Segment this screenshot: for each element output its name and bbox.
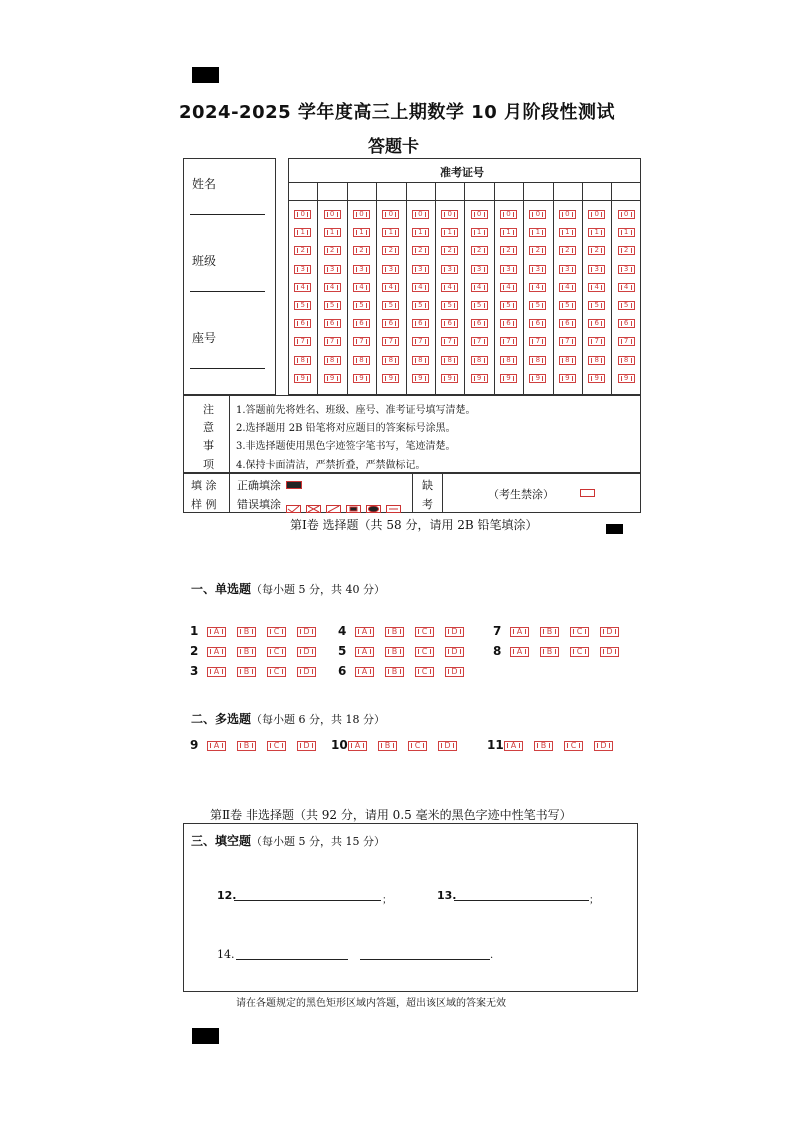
exam-id-digit-bubble[interactable]: 9: [500, 374, 517, 383]
exam-id-digit-bubble[interactable]: 0: [294, 210, 311, 219]
exam-id-digit-bubble[interactable]: 7: [353, 337, 370, 346]
note-item: 2.选择题用 2B 铅笔将对应题目的答案标号涂黑。: [236, 423, 456, 434]
note-item: 1.答题前先将姓名、班级、座号、准考证号填写清楚。: [236, 405, 476, 416]
answer-option-bubble[interactable]: A: [207, 647, 226, 657]
fill-blank-heading: 三、填空题（每小题 5 分，共 15 分）: [191, 834, 385, 848]
exam-id-digit-bubble[interactable]: 1: [412, 228, 429, 237]
student-info-box: [183, 158, 276, 395]
exam-id-label: 准考证号: [440, 166, 484, 179]
answer-option-bubble[interactable]: C: [267, 627, 286, 637]
answer-option-bubble[interactable]: C: [570, 647, 589, 657]
exam-id-digit-bubble[interactable]: 2: [324, 246, 341, 255]
exam-id-digit-bubble[interactable]: 0: [471, 210, 488, 219]
exam-id-digit-bubble[interactable]: 9: [618, 374, 635, 383]
exam-id-digit-bubble[interactable]: 2: [353, 246, 370, 255]
exam-id-digit-bubble[interactable]: 4: [324, 283, 341, 292]
exam-id-write-cell[interactable]: [289, 183, 316, 199]
exam-id-digit-bubble[interactable]: 2: [294, 246, 311, 255]
answer-option-bubble[interactable]: C: [267, 667, 286, 677]
answer-option-bubble[interactable]: B: [237, 667, 256, 677]
answer-option-bubble[interactable]: A: [348, 741, 367, 751]
question-number: 5: [338, 644, 347, 658]
answer-option-bubble[interactable]: C: [267, 741, 286, 751]
exam-id-write-cell[interactable]: [612, 183, 639, 199]
exam-id-digit-bubble[interactable]: 6: [324, 319, 341, 328]
answer-option-bubble[interactable]: B: [385, 667, 404, 677]
exam-id-digit-bubble[interactable]: 2: [382, 246, 399, 255]
exam-id-write-cell[interactable]: [495, 183, 522, 199]
exam-id-digit-bubble[interactable]: 5: [382, 301, 399, 310]
q13-answer-line[interactable]: [454, 900, 589, 901]
answer-option-bubble[interactable]: B: [540, 627, 559, 637]
seat-field[interactable]: [190, 368, 265, 369]
exam-id-digit-bubble[interactable]: 3: [441, 265, 458, 274]
exam-id-digit-bubble[interactable]: 8: [559, 356, 576, 365]
exam-id-write-cell[interactable]: [465, 183, 492, 199]
exam-id-digit-bubble[interactable]: 1: [441, 228, 458, 237]
answer-option-bubble[interactable]: B: [385, 627, 404, 637]
note-item: 3.非选择题使用黑色字迹签字笔书写，笔迹清楚。: [236, 441, 456, 452]
exam-id-digit-bubble[interactable]: 9: [324, 374, 341, 383]
answer-option-bubble[interactable]: D: [445, 647, 464, 657]
exam-id-digit-bubble[interactable]: 6: [382, 319, 399, 328]
q14-end: .: [490, 950, 494, 961]
exam-id-digit-bubble[interactable]: 0: [618, 210, 635, 219]
answer-option-bubble[interactable]: C: [570, 627, 589, 637]
exam-id-digit-bubble[interactable]: 8: [529, 356, 546, 365]
answer-option-bubble[interactable]: A: [207, 627, 226, 637]
exam-id-digit-bubble[interactable]: 0: [500, 210, 517, 219]
exam-id-digit-bubble[interactable]: 4: [500, 283, 517, 292]
absent-label-2: 考: [422, 498, 433, 511]
answer-option-bubble[interactable]: D: [297, 667, 316, 677]
page-subtitle: 答题卡: [368, 137, 419, 157]
single-choice-heading: 一、单选题（每小题 5 分，共 40 分）: [191, 582, 385, 596]
exam-id-digit-bubble[interactable]: 0: [441, 210, 458, 219]
exam-id-digit-bubble[interactable]: 7: [471, 337, 488, 346]
exam-id-digit-bubble[interactable]: 9: [559, 374, 576, 383]
exam-id-digit-bubble[interactable]: 1: [500, 228, 517, 237]
footer-notice: 请在各题规定的黑色矩形区域内答题，超出该区域的答案无效: [236, 998, 506, 1009]
q13-label: 13.: [437, 889, 457, 902]
exam-id-digit-bubble[interactable]: 3: [324, 265, 341, 274]
exam-id-digit-bubble[interactable]: 0: [324, 210, 341, 219]
exam-id-digit-bubble[interactable]: 5: [588, 301, 605, 310]
wrong-fill-label: 错误填涂: [237, 498, 281, 511]
answer-option-bubble[interactable]: A: [510, 647, 529, 657]
name-field[interactable]: [190, 214, 265, 215]
exam-id-digit-bubble[interactable]: 4: [559, 283, 576, 292]
exam-id-write-cell[interactable]: [554, 183, 581, 199]
exam-id-digit-bubble[interactable]: 9: [353, 374, 370, 383]
q12-answer-line[interactable]: [234, 900, 381, 901]
absent-label-1: 缺: [422, 479, 433, 492]
exam-id-digit-bubble[interactable]: 2: [588, 246, 605, 255]
answer-option-bubble[interactable]: A: [355, 647, 374, 657]
exam-id-digit-bubble[interactable]: 2: [471, 246, 488, 255]
notes-heading-3: 事: [203, 439, 214, 452]
exam-id-digit-bubble[interactable]: 8: [441, 356, 458, 365]
question-number: 6: [338, 664, 347, 678]
exam-id-digit-bubble[interactable]: 0: [529, 210, 546, 219]
exam-id-digit-bubble[interactable]: 5: [294, 301, 311, 310]
part1-title: 第Ⅰ卷 选择题（共 58 分，请用 2B 铅笔填涂）: [290, 518, 538, 532]
question-number: 3: [190, 664, 199, 678]
question-number: 8: [493, 644, 502, 658]
answer-option-bubble[interactable]: B: [385, 647, 404, 657]
fill-sample-heading-1: 填 涂: [191, 479, 217, 492]
answer-option-bubble[interactable]: A: [355, 667, 374, 677]
exam-id-digit-bubble[interactable]: 5: [412, 301, 429, 310]
answer-option-bubble[interactable]: D: [600, 627, 619, 637]
page-title: 2024-2025 学年度高三上期数学 10 月阶段性测试: [178, 102, 615, 123]
class-field[interactable]: [190, 291, 265, 292]
exam-id-digit-bubble[interactable]: 8: [412, 356, 429, 365]
alignment-mark-right: [606, 524, 623, 534]
exam-id-digit-bubble[interactable]: 9: [441, 374, 458, 383]
exam-id-digit-bubble[interactable]: 7: [588, 337, 605, 346]
exam-id-digit-bubble[interactable]: 1: [324, 228, 341, 237]
q14-label: 14.: [217, 948, 235, 961]
exam-id-digit-bubble[interactable]: 1: [618, 228, 635, 237]
exam-id-digit-bubble[interactable]: 1: [471, 228, 488, 237]
answer-option-bubble[interactable]: B: [237, 647, 256, 657]
exam-id-write-cell[interactable]: [318, 183, 345, 199]
exam-id-digit-bubble[interactable]: 2: [618, 246, 635, 255]
exam-id-digit-bubble[interactable]: 4: [529, 283, 546, 292]
question-number: 9: [190, 738, 199, 752]
question-number: 1: [190, 624, 199, 638]
correct-fill-label: 正确填涂: [237, 479, 281, 492]
answer-option-bubble[interactable]: C: [408, 741, 427, 751]
exam-id-digit-bubble[interactable]: 3: [412, 265, 429, 274]
exam-id-write-cell[interactable]: [524, 183, 551, 199]
answer-option-bubble[interactable]: D: [297, 627, 316, 637]
exam-id-digit-bubble[interactable]: 1: [382, 228, 399, 237]
answer-option-bubble[interactable]: D: [297, 741, 316, 751]
answer-option-bubble[interactable]: D: [297, 647, 316, 657]
name-label: 姓名: [192, 177, 217, 191]
exam-id-digit-bubble[interactable]: 5: [353, 301, 370, 310]
answer-option-bubble[interactable]: D: [594, 741, 613, 751]
exam-id-digit-bubble[interactable]: 2: [500, 246, 517, 255]
exam-id-digit-bubble[interactable]: 8: [618, 356, 635, 365]
exam-id-digit-bubble[interactable]: 6: [412, 319, 429, 328]
exam-id-digit-bubble[interactable]: 5: [618, 301, 635, 310]
answer-option-bubble[interactable]: C: [415, 647, 434, 657]
exam-id-digit-bubble[interactable]: 3: [382, 265, 399, 274]
question-number: 4: [338, 624, 347, 638]
exam-id-digit-bubble[interactable]: 5: [559, 301, 576, 310]
answer-option-bubble[interactable]: D: [445, 627, 464, 637]
exam-id-digit-bubble[interactable]: 2: [559, 246, 576, 255]
exam-id-digit-bubble[interactable]: 3: [500, 265, 517, 274]
exam-id-digit-bubble[interactable]: 5: [529, 301, 546, 310]
notes-heading-4: 项: [203, 458, 214, 471]
exam-id-digit-bubble[interactable]: 0: [382, 210, 399, 219]
exam-id-digit-bubble[interactable]: 5: [500, 301, 517, 310]
exam-id-digit-bubble[interactable]: 5: [441, 301, 458, 310]
exam-id-digit-bubble[interactable]: 6: [559, 319, 576, 328]
absent-checkbox[interactable]: [580, 489, 595, 497]
exam-id-digit-bubble[interactable]: 2: [441, 246, 458, 255]
answer-option-bubble[interactable]: A: [510, 627, 529, 637]
exam-id-digit-bubble[interactable]: 7: [441, 337, 458, 346]
exam-id-digit-bubble[interactable]: 5: [324, 301, 341, 310]
exam-id-digit-bubble[interactable]: 6: [588, 319, 605, 328]
exam-id-digit-bubble[interactable]: 7: [559, 337, 576, 346]
exam-id-digit-bubble[interactable]: 1: [529, 228, 546, 237]
answer-option-bubble[interactable]: B: [534, 741, 553, 751]
exam-id-digit-bubble[interactable]: 1: [559, 228, 576, 237]
answer-option-bubble[interactable]: A: [207, 667, 226, 677]
exam-id-digit-bubble[interactable]: 6: [500, 319, 517, 328]
alignment-mark-top-left: [192, 67, 219, 83]
q13-separator: ；: [589, 895, 599, 906]
exam-id-digit-bubble[interactable]: 5: [471, 301, 488, 310]
answer-option-bubble[interactable]: B: [237, 627, 256, 637]
answer-option-bubble[interactable]: A: [504, 741, 523, 751]
exam-id-digit-bubble[interactable]: 4: [618, 283, 635, 292]
q12-separator: ；: [382, 895, 392, 906]
answer-option-bubble[interactable]: C: [415, 627, 434, 637]
exam-id-digit-bubble[interactable]: 3: [529, 265, 546, 274]
exam-id-digit-bubble[interactable]: 4: [471, 283, 488, 292]
exam-id-digit-bubble[interactable]: 6: [529, 319, 546, 328]
exam-id-digit-bubble[interactable]: 1: [588, 228, 605, 237]
q14-answer-line-2[interactable]: [360, 959, 490, 960]
q12-label: 12.: [217, 889, 237, 902]
answer-option-bubble[interactable]: B: [540, 647, 559, 657]
exam-id-digit-bubble[interactable]: 8: [382, 356, 399, 365]
exam-id-digit-bubble[interactable]: 9: [294, 374, 311, 383]
exam-id-digit-bubble[interactable]: 7: [618, 337, 635, 346]
exam-id-digit-bubble[interactable]: 4: [588, 283, 605, 292]
answer-option-bubble[interactable]: B: [237, 741, 256, 751]
multi-choice-heading: 二、多选题（每小题 6 分，共 18 分）: [191, 712, 385, 726]
notes-heading-2: 意: [203, 421, 214, 434]
exam-id-digit-bubble[interactable]: 7: [294, 337, 311, 346]
fill-sample-heading-2: 样 例: [191, 498, 217, 511]
exam-id-digit-bubble[interactable]: 8: [294, 356, 311, 365]
absent-note: （考生禁涂）: [488, 488, 554, 501]
exam-id-digit-bubble[interactable]: 8: [588, 356, 605, 365]
exam-id-digit-bubble[interactable]: 7: [412, 337, 429, 346]
exam-id-write-cell[interactable]: [583, 183, 610, 199]
exam-id-digit-bubble[interactable]: 2: [529, 246, 546, 255]
answer-option-bubble[interactable]: D: [600, 647, 619, 657]
answer-option-bubble[interactable]: A: [355, 627, 374, 637]
exam-id-digit-bubble[interactable]: 0: [412, 210, 429, 219]
exam-id-digit-bubble[interactable]: 8: [471, 356, 488, 365]
exam-id-digit-bubble[interactable]: 8: [500, 356, 517, 365]
note-item: 4.保持卡面清洁，严禁折叠，严禁做标记。: [236, 460, 426, 471]
question-number: 2: [190, 644, 199, 658]
exam-id-digit-bubble[interactable]: 9: [382, 374, 399, 383]
exam-id-digit-bubble[interactable]: 6: [618, 319, 635, 328]
exam-id-digit-bubble[interactable]: 3: [588, 265, 605, 274]
exam-id-digit-bubble[interactable]: 4: [382, 283, 399, 292]
exam-id-digit-bubble[interactable]: 9: [529, 374, 546, 383]
question-number: 7: [493, 624, 502, 638]
class-label: 班级: [192, 254, 217, 268]
exam-id-write-cell[interactable]: [348, 183, 375, 199]
exam-id-digit-bubble[interactable]: 7: [324, 337, 341, 346]
answer-option-bubble[interactable]: B: [378, 741, 397, 751]
answer-option-bubble[interactable]: D: [445, 667, 464, 677]
exam-id-digit-bubble[interactable]: 9: [412, 374, 429, 383]
exam-id-digit-bubble[interactable]: 0: [588, 210, 605, 219]
exam-id-digit-bubble[interactable]: 6: [294, 319, 311, 328]
exam-id-write-cell[interactable]: [407, 183, 434, 199]
exam-id-digit-bubble[interactable]: 4: [353, 283, 370, 292]
exam-id-digit-bubble[interactable]: 3: [294, 265, 311, 274]
exam-id-digit-bubble[interactable]: 0: [559, 210, 576, 219]
answer-option-bubble[interactable]: D: [438, 741, 457, 751]
exam-id-digit-bubble[interactable]: 3: [559, 265, 576, 274]
exam-id-digit-bubble[interactable]: 4: [441, 283, 458, 292]
answer-option-bubble[interactable]: C: [267, 647, 286, 657]
exam-id-digit-bubble[interactable]: 8: [324, 356, 341, 365]
exam-id-digit-bubble[interactable]: 9: [471, 374, 488, 383]
exam-id-digit-bubble[interactable]: 3: [618, 265, 635, 274]
answer-option-bubble[interactable]: C: [564, 741, 583, 751]
question-number: 10: [331, 738, 348, 752]
exam-id-digit-bubble[interactable]: 1: [294, 228, 311, 237]
alignment-mark-bottom-left: [192, 1028, 219, 1044]
answer-option-bubble[interactable]: A: [207, 741, 226, 751]
part2-title: 第Ⅱ卷 非选择题（共 92 分，请用 0.5 毫米的黑色字迹中性笔书写）: [210, 808, 572, 822]
exam-id-digit-bubble[interactable]: 2: [412, 246, 429, 255]
exam-id-digit-bubble[interactable]: 6: [353, 319, 370, 328]
exam-id-digit-bubble[interactable]: 9: [588, 374, 605, 383]
q14-answer-line-1[interactable]: [236, 959, 348, 960]
exam-id-digit-bubble[interactable]: 7: [500, 337, 517, 346]
exam-id-digit-bubble[interactable]: 1: [353, 228, 370, 237]
notes-heading-1: 注: [203, 403, 214, 416]
seat-label: 座号: [192, 331, 217, 345]
exam-id-digit-bubble[interactable]: 6: [441, 319, 458, 328]
question-number: 11: [487, 738, 504, 752]
exam-id-digit-bubble[interactable]: 4: [294, 283, 311, 292]
correct-fill-sample: [286, 481, 302, 489]
exam-id-digit-bubble[interactable]: 0: [353, 210, 370, 219]
exam-id-digit-bubble[interactable]: 3: [471, 265, 488, 274]
exam-id-digit-bubble[interactable]: 3: [353, 265, 370, 274]
exam-id-digit-bubble[interactable]: 6: [471, 319, 488, 328]
answer-option-bubble[interactable]: C: [415, 667, 434, 677]
exam-id-write-cell[interactable]: [436, 183, 463, 199]
exam-id-digit-bubble[interactable]: 7: [529, 337, 546, 346]
exam-id-digit-bubble[interactable]: 4: [412, 283, 429, 292]
exam-id-digit-bubble[interactable]: 8: [353, 356, 370, 365]
exam-id-write-cell[interactable]: [377, 183, 404, 199]
exam-id-digit-bubble[interactable]: 7: [382, 337, 399, 346]
